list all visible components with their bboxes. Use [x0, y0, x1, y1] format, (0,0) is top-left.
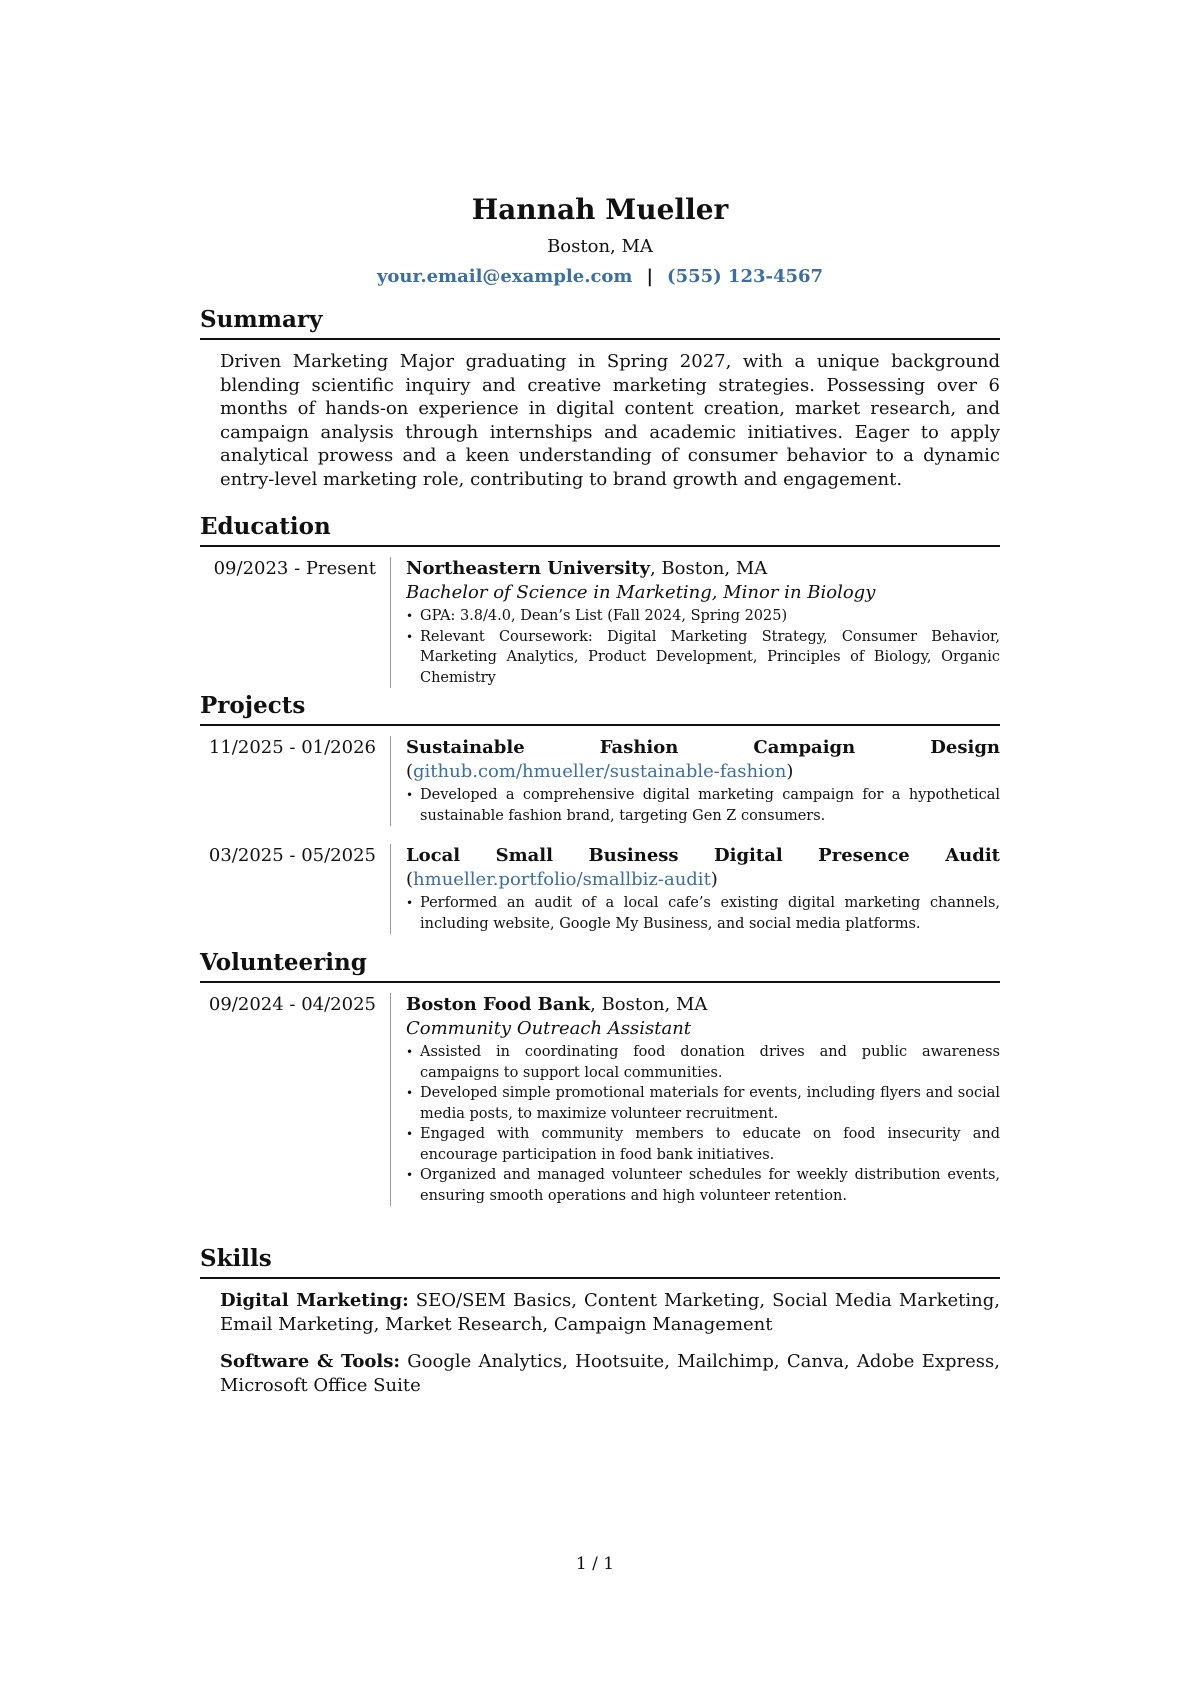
paren-close: ): [710, 868, 718, 890]
contact-line: [200, 262, 1000, 292]
institution-location: , Boston, MA: [649, 558, 768, 579]
skills-section: [200, 1243, 1000, 1397]
section-title-projects: Projects: [200, 692, 306, 719]
organization-location: , Boston, MA: [590, 994, 708, 1015]
project-entry: [200, 844, 1000, 934]
contact-separator: |: [646, 266, 654, 287]
summary-text: Driven Marketing Major graduating in Spring 2027, with a unique background blending scientific inquiry and creative marketing strategies. Possessing over 6 months of hands-on experience in digital content creation, market research, and campaign analysis through internships and academic initiatives. Eager to apply analytical prowess and a keen understanding of consumer behavior to a dynamic entry-level marketing role, contributing to brand growth and engagement.: [220, 351, 1000, 490]
bullet-list: [406, 785, 1000, 826]
entry-detail: [390, 993, 1000, 1206]
entry-detail: [390, 557, 1000, 688]
phone-link[interactable]: (555) 123-4567: [667, 266, 824, 287]
project-link[interactable]: github.com/hmueller/sustainable-fashion: [413, 760, 787, 782]
skill-group: [220, 1350, 1000, 1397]
degree: Bachelor of Science in Marketing, Minor in Biology: [406, 581, 876, 603]
volunteering-entry: [200, 993, 1000, 1206]
organization-name: Boston Food Bank: [406, 994, 591, 1015]
entry-date: 03/2025 - 05/2025: [208, 845, 376, 866]
projects-section: [200, 690, 1000, 934]
list-item: • Relevant Coursework: Digital Marketing Strategy, Consumer Behavior, Marketing Analytics, Product Development, Principles of Biology, Organic Chemistry: [406, 627, 1000, 689]
education-entry: [200, 557, 1000, 688]
candidate-location: Boston, MA: [547, 236, 653, 257]
list-item: • Engaged with community members to educate on food insecurity and encourage participation in food bank initiatives.: [406, 1124, 1000, 1165]
bullet-list: [406, 893, 1000, 934]
paren-close: ): [786, 760, 794, 782]
entry-date: 09/2024 - 04/2025: [208, 994, 376, 1015]
list-item: • Performed an audit of a local cafe’s existing digital marketing channels, including website, Google My Business, and social media platforms.: [406, 893, 1000, 934]
list-item: • Organized and managed volunteer schedules for weekly distribution events, ensuring smooth operations and high volunteer retention.: [406, 1165, 1000, 1206]
section-title-education: Education: [200, 513, 331, 540]
bullet-list: [406, 606, 1000, 688]
section-title-volunteering: Volunteering: [200, 949, 367, 976]
section-rule: [200, 1277, 1000, 1279]
list-item: • GPA: 3.8/4.0, Dean’s List (Fall 2024, Spring 2025): [406, 606, 1000, 627]
section-rule: [200, 724, 1000, 726]
entry-heading: [406, 993, 1000, 1017]
paren-open: (: [406, 868, 414, 890]
skill-label: Digital Marketing:: [220, 1290, 409, 1311]
paren-open: (: [406, 760, 414, 782]
volunteer-role: Community Outreach Assistant: [406, 1017, 692, 1039]
education-section: [200, 511, 1000, 688]
entry-date: 09/2023 - Present: [213, 558, 376, 579]
project-name: Local Small Business Digital Presence Audit: [406, 845, 1000, 866]
section-title-summary: Summary: [200, 306, 323, 333]
section-rule: [200, 981, 1000, 983]
list-item: • Developed simple promotional materials for events, including flyers and social media posts, to maximize volunteer recruitment.: [406, 1083, 1000, 1124]
skill-value: Google Analytics, Hootsuite, Mailchimp, Canva, Adobe Express, Microsoft Office Suite: [220, 1351, 1000, 1396]
project-entry: [200, 736, 1000, 826]
entry-heading: [406, 557, 1000, 581]
candidate-name: Hannah Mueller: [471, 193, 729, 226]
entry-detail: [390, 736, 1000, 826]
project-heading: [406, 844, 1000, 891]
section-rule: [200, 545, 1000, 547]
entry-date: 11/2025 - 01/2026: [208, 737, 376, 758]
project-heading: [406, 736, 1000, 783]
section-title-skills: Skills: [200, 1245, 272, 1272]
project-link[interactable]: hmueller.portfolio/smallbiz-audit: [413, 868, 711, 890]
institution-name: Northeastern University: [406, 558, 650, 579]
email-link[interactable]: your.email@example.com: [376, 266, 633, 287]
project-name: Sustainable Fashion Campaign Design: [406, 737, 1000, 758]
skill-value: SEO/SEM Basics, Content Marketing, Social Media Marketing, Email Marketing, Market Research, Campaign Management: [220, 1290, 1000, 1335]
list-item: • Assisted in coordinating food donation drives and public awareness campaigns to support local communities.: [406, 1042, 1000, 1083]
skill-group: [220, 1289, 1000, 1336]
skill-label: Software & Tools:: [220, 1351, 401, 1372]
bullet-list: [406, 1042, 1000, 1206]
list-item: • Developed a comprehensive digital marketing campaign for a hypothetical sustainable fashion brand, targeting Gen Z consumers.: [406, 785, 1000, 826]
resume-header: [200, 190, 1000, 292]
summary-section: [200, 304, 1000, 491]
entry-detail: [390, 844, 1000, 934]
page-number: 1 / 1: [575, 1554, 615, 1574]
volunteering-section: [200, 947, 1000, 1206]
section-rule: [200, 338, 1000, 340]
